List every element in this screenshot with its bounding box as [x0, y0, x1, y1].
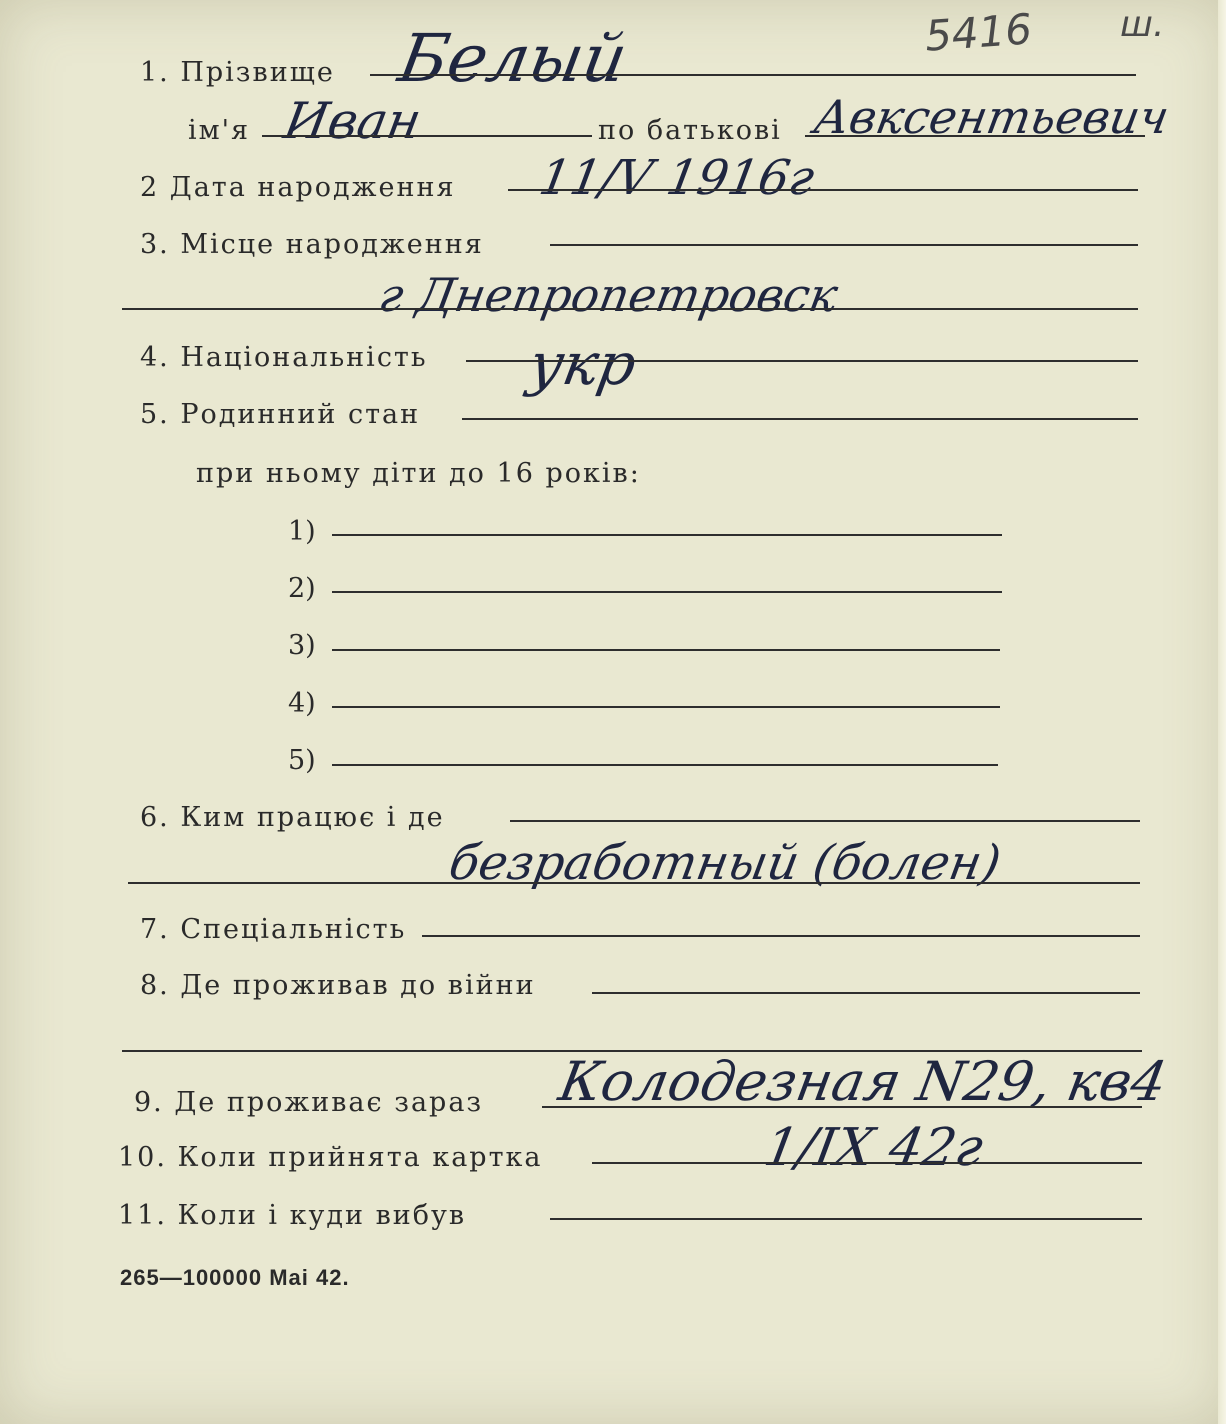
card-accepted-line	[592, 1162, 1142, 1164]
prewar-residence-label: 8. Де проживав до війни	[140, 970, 536, 1001]
birth-date-value: 11/V 1916г	[535, 150, 819, 206]
current-residence-value: Колодезная N29, кв4	[554, 1050, 1172, 1113]
patronymic-label: по батькові	[598, 115, 782, 146]
birth-place-value: г Днепропетровск	[375, 268, 842, 322]
marital-status-label: 5. Родинний стан	[140, 399, 421, 430]
child-3-line	[332, 649, 1000, 651]
birth-date-label: 2 Дата народження	[140, 172, 456, 203]
nationality-line	[466, 360, 1138, 362]
child-4-line	[332, 706, 1000, 708]
surname-line	[370, 74, 1136, 76]
archive-number: 5416	[923, 4, 1034, 61]
birth-place-label: 3. Місце народження	[140, 229, 484, 260]
surname-label: 1. Прізвище	[140, 57, 335, 88]
child-5-number: 5)	[288, 745, 316, 776]
first-name-value: Иван	[279, 92, 426, 150]
current-residence-label: 9. Де проживає зараз	[134, 1087, 484, 1118]
patronymic-line	[805, 135, 1145, 137]
surname-value: Белый	[393, 20, 633, 97]
departure-line	[550, 1218, 1142, 1220]
child-2-line	[332, 591, 1002, 593]
specialty-label: 7. Спеціальність	[140, 914, 407, 945]
card-accepted-value: 1/IX 42г	[759, 1118, 988, 1178]
first-name-label: ім'я	[188, 115, 251, 146]
departure-label: 11. Коли і куди вибув	[118, 1200, 467, 1231]
child-4-number: 4)	[288, 688, 316, 719]
printer-imprint: 265—100000 Mai 42.	[120, 1265, 350, 1290]
employment-line-2	[128, 882, 1140, 884]
child-1-number: 1)	[288, 516, 316, 547]
birth-place-line-2	[122, 308, 1138, 310]
archive-mark: ш.	[1120, 4, 1165, 45]
child-1-line	[332, 534, 1002, 536]
birth-place-line-1	[550, 244, 1138, 246]
nationality-label: 4. Національність	[140, 342, 428, 373]
employment-label: 6. Ким працює і де	[140, 802, 445, 833]
prewar-residence-line-1	[592, 992, 1140, 994]
employment-line-1	[510, 820, 1140, 822]
employment-value: безработный (болен)	[445, 835, 1005, 891]
first-name-line	[262, 135, 592, 137]
patronymic-value: Авксентьевич	[810, 90, 1174, 144]
children-label: при ньому діти до 16 років:	[196, 458, 641, 489]
child-3-number: 3)	[288, 630, 316, 661]
marital-status-line	[462, 418, 1138, 420]
birth-date-line	[508, 189, 1138, 191]
current-residence-line	[542, 1106, 1142, 1108]
paper-edge	[1218, 0, 1226, 1424]
child-2-number: 2)	[288, 573, 316, 604]
nationality-value: укр	[524, 330, 642, 398]
child-5-line	[332, 764, 998, 766]
specialty-line	[422, 935, 1140, 937]
card-accepted-label: 10. Коли прийнята картка	[118, 1142, 543, 1173]
